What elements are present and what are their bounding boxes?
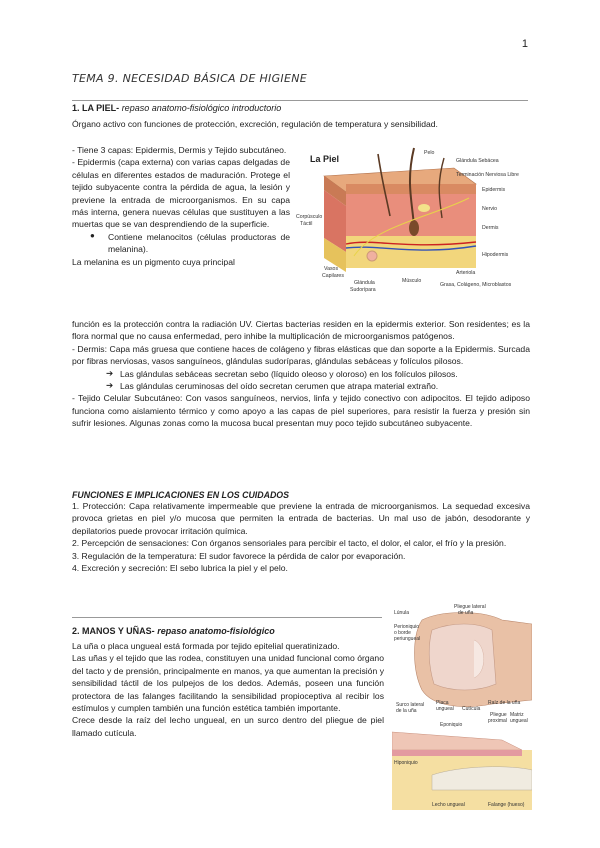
label-placa-1: Placa xyxy=(436,700,449,706)
label-glandula-sud-1: Glándula xyxy=(354,280,375,286)
label-hipodermis: Hipodermis xyxy=(482,252,509,258)
arrow-text-2: Las glándulas ceruminosas del oído secretan cerumen que atrapa material extraño. xyxy=(120,381,439,392)
label-corpusculo-1: Corpúsculo xyxy=(296,214,323,220)
nail-diagram xyxy=(392,600,532,810)
label-epidermis: Epidermis xyxy=(482,187,506,193)
label-perioniquio-2: o borde xyxy=(394,630,411,636)
label-grasa: Grasa, Colágeno, Microblastos xyxy=(440,282,512,288)
sweat-gland xyxy=(367,251,377,261)
nail-paragraph-2: Las uñas y el tejido que las rodea, constituyen una unidad funcional como órgano del tacto y de prensión, principalmente en manos, ya que aumentan la precisión y sensibilidad táctil de los pulpejos de los dedos. Además, poseen una función protectora de las falanges facilitando la sensibilidad propioceptiva al recibir los estímulos y cumplen también una función estética también importante. xyxy=(72,653,384,714)
label-hiponiquio: Hiponiquio xyxy=(394,760,418,766)
skin-figure-title: La Piel xyxy=(310,154,340,164)
subcutaneo-paragraph: - Tejido Celular Subcutáneo: Con vasos sanguíneos, nervios, linfa y tejido conectivo con adipocitos. El tejido adiposo funciona como aislamiento térmico y como apoyo a las capas de piel superiores, para resistir la fuerza y presión sin sufrir lesiones. Algunas zonas como la mucosa bucal presentan muy poco tejido subcutáneo subyacente. xyxy=(72,393,530,429)
label-placa-2: ungueal xyxy=(436,706,454,712)
melanocitos-bullet xyxy=(72,231,290,256)
skin-text-column xyxy=(72,144,290,268)
skin-diagram xyxy=(294,146,530,296)
nail-paragraph-1: La uña o placa ungueal está formada por tejido epitelial queratinizado. xyxy=(72,641,340,651)
nail-paragraph-3: Crece desde la raíz del lecho ungueal, en un surco dentro del pliegue de piel llamado cutícula. xyxy=(72,715,384,738)
section-2-heading-number: 2. MANOS Y UÑAS- xyxy=(72,626,155,636)
capas-paragraph: - Tiene 3 capas: Epidermis, Dermis y Tejido subcutáneo. xyxy=(72,145,287,155)
hypodermis-front xyxy=(346,236,476,268)
nail-section xyxy=(392,732,522,750)
label-lunula: Lúnula xyxy=(394,610,410,616)
label-terminacion: Terminación Nerviosa Libre xyxy=(456,172,519,178)
label-glandula-sebacea: Glándula Sebácea xyxy=(456,158,499,164)
melanina-line-1: La melanina es un pigmento cuya principal xyxy=(72,256,235,267)
label-pliegue-lateral-1: Pliegue lateral xyxy=(454,604,486,610)
label-pliegue-prox-2: proximal xyxy=(488,718,507,724)
section-2-body xyxy=(72,640,384,739)
section-1-intro: Órgano activo con funciones de protección, excreción, regulación de temperatura y sensibilidad. xyxy=(72,119,438,129)
label-dermis: Dermis xyxy=(482,225,499,231)
section-1-heading-subtitle: repaso anatomo-fisiológico introductorio xyxy=(121,103,282,113)
melanina-line-2: función es la protección contra la radiación UV. Ciertas bacterias residen en la epidermis exterior. Son residentes; es la flora normal que no causa enfermedad, pero inhibe la multiplicación de microorganismos patógenos. xyxy=(72,319,530,342)
section-1-heading xyxy=(72,103,281,113)
funcion-item: 3. Regulación de la temperatura: El sudor favorece la pérdida de calor por evaporación. xyxy=(72,550,406,561)
label-corpusculo-2: Táctil xyxy=(300,221,313,227)
label-vasos-1: Vasos xyxy=(324,266,339,272)
label-pliegue-prox-1: Pliegue xyxy=(490,712,507,718)
funcion-item: 1. Protección: Capa relativamente impermeable que previene la entrada de microorganismos. La sequedad excesiva provoca grietas en piel y/o mucosa que permiten la entrada de bacterias. Un mal uso de jabón, desodorante y depilatorios puede provocar irritación química. xyxy=(72,501,530,536)
section-2-divider xyxy=(72,617,382,618)
hair-follicle xyxy=(409,220,419,236)
label-arteriola: Arteriola xyxy=(456,270,476,276)
label-perioniquio-3: periungueal xyxy=(394,636,421,642)
label-falange: Falange (hueso) xyxy=(488,802,525,808)
section-1-body xyxy=(72,318,530,430)
label-eponiquio: Eponiquio xyxy=(440,722,463,728)
arrow-icon: ➔ xyxy=(106,380,114,391)
nail-bed xyxy=(392,750,522,756)
label-surco-2: de la uña xyxy=(396,708,417,714)
funciones-section xyxy=(72,490,530,574)
label-musculo: Músculo xyxy=(402,278,422,284)
label-raiz: Raíz de la uña xyxy=(488,700,521,706)
funciones-heading: FUNCIONES E IMPLICACIONES EN LOS CUIDADOS xyxy=(72,490,290,500)
section-2-heading xyxy=(72,626,275,636)
label-nervio: Nervio xyxy=(482,206,497,212)
funcion-item: 2. Percepción de sensaciones: Con órganos sensoriales para percibir el tacto, el dolor, el calor, el frío y la presión. xyxy=(72,538,507,549)
melanocitos-text: Contiene melanocitos (células productoras de melanina). xyxy=(108,231,290,255)
bullet-icon: ● xyxy=(90,230,95,240)
label-pliegue-lateral-2: de uña xyxy=(458,610,474,616)
dermis-paragraph: - Dermis: Capa más gruesa que contiene haces de colágeno y fibras elásticas que dan soporte a la Epidermis. Surcada por fibras nerviosas, vasos sanguíneos, glándulas sudoríparas, glándulas sebáceas y folículos pilosos. xyxy=(72,343,530,367)
funcion-item: 4. Excreción y secreción: El sebo lubrica la piel y el pelo. xyxy=(72,563,288,574)
label-glandula-sud-2: Sudorípara xyxy=(350,287,376,293)
label-lecho: Lecho ungueal xyxy=(432,802,465,808)
section-1-heading-number: 1. LA PIEL- xyxy=(72,103,120,113)
label-cuticula: Cutícula xyxy=(462,706,481,712)
label-surco-1: Surco lateral xyxy=(396,702,425,708)
epidermis-paragraph: - Epidermis (capa externa) con varias capas delgadas de células en diferentes estados de maduración. Protege el tejido subyacente contra la pérdida de agua, la lesión y previene la entrada de microorganismos. En su capa más interna, genera nuevas células que sustituyen a las muertas que se van desprendiendo de la superficie. xyxy=(72,157,290,230)
arrow-item-1 xyxy=(72,368,530,380)
title-divider xyxy=(72,100,528,101)
sebaceous-gland xyxy=(418,204,430,212)
label-matriz-2: ungueal xyxy=(510,718,528,724)
label-perioniquio-1: Perioniquio xyxy=(394,624,420,630)
page-number: 1 xyxy=(521,38,528,50)
arrow-text-1: Las glándulas sebáceas secretan sebo (líquido oleoso y oloroso) en los folículos pilosos. xyxy=(120,368,458,379)
document-title: TEMA 9. NECESIDAD BÁSICA DE HIGIENE xyxy=(72,72,308,85)
label-matriz-1: Matriz xyxy=(510,712,524,718)
arrow-item-2 xyxy=(72,380,530,392)
label-vasos-2: Capilares xyxy=(322,273,344,279)
arrow-icon: ➔ xyxy=(106,367,114,378)
section-2-heading-subtitle: repaso anatomo-fisiológico xyxy=(157,626,275,636)
label-pelo: Pelo xyxy=(424,150,435,156)
nail-plate xyxy=(429,624,496,690)
